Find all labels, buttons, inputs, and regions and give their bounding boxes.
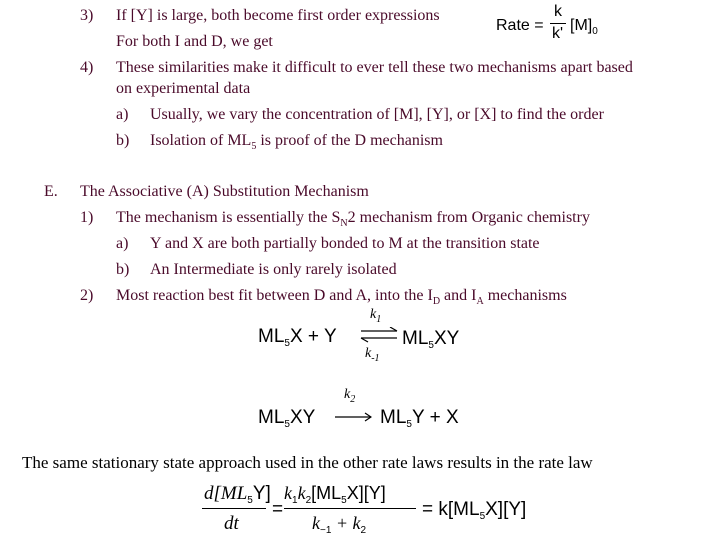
rate-equation [496, 4, 626, 50]
reaction1-k-minus1: $k_{-1}$ [365, 346, 380, 364]
reaction1-products: $ML_5XY$ [402, 328, 460, 351]
rate-equation-tail: $[M]_0$ [570, 17, 598, 37]
item-e1a-number: a) [116, 235, 129, 252]
rate-equation-denominator: k' [552, 25, 564, 42]
item-4a-number: a) [116, 106, 129, 123]
section-e-title: The Associative (A) Substitution Mechanism [80, 183, 369, 200]
item-e1a-text: Y and X are both partially bonded to M at the transition state [150, 235, 540, 252]
item-e2-text: Most reaction best fit between D and A, into the $I_D$ and $I_A$ mechanisms [116, 287, 567, 307]
rate-law-lhs-denominator: dt [224, 513, 239, 534]
item-3-text: If [Y] is large, both become first order expressions [116, 7, 440, 24]
rate-law-equals: = [272, 499, 284, 520]
rate-equation-fraction-bar [550, 23, 566, 24]
rate-law-statement: The same stationary state approach used in the other rate laws results in the rate law [22, 453, 593, 472]
reaction-equilibrium [258, 305, 478, 367]
item-4-text-line1: These similarities make it difficult to ever tell these two mechanisms apart based [116, 59, 633, 76]
item-e1-number: 1) [80, 209, 94, 226]
for-both-line: For both I and D, we get [116, 33, 273, 50]
item-3-number: 3) [80, 7, 94, 24]
reaction-rate-step [258, 386, 488, 430]
item-4-text-line2: on experimental data [116, 80, 251, 97]
rate-equation-lhs: Rate = [496, 17, 544, 34]
item-4b-number: b) [116, 132, 130, 149]
item-4b-text: Isolation of $ML_5$ is proof of the D mechanism [150, 132, 443, 152]
reaction2-reactant: $ML_5XY$ [258, 407, 316, 430]
reaction2-k2: $k_2$ [344, 387, 356, 405]
item-e1b-number: b) [116, 261, 130, 278]
rate-law-mid-numerator: $k_1k_2[ML_5X][Y]$ [284, 483, 386, 506]
lhs-fraction-bar [202, 508, 266, 509]
item-e2-number: 2) [80, 287, 94, 304]
reaction1-reactants: $ML_5X + Y$ [258, 326, 337, 349]
item-e1b-text: An Intermediate is only rarely isolated [150, 261, 397, 278]
item-4a-text: Usually, we vary the concentration of [M], [Y], or [X] to find the order [150, 106, 604, 123]
equilibrium-arrows-icon [360, 327, 398, 343]
forward-arrow-icon [334, 412, 372, 422]
reaction1-k1: $k_1$ [370, 307, 382, 325]
item-e1-text: The mechanism is essentially the $S_N2$ mechanism from Organic chemistry [116, 209, 590, 229]
rate-equation-numerator: k [554, 3, 562, 20]
mid-fraction-bar [284, 508, 416, 509]
rate-law-lhs-numerator: $d[ML_5Y]$ [204, 483, 271, 506]
section-e-number: E. [44, 183, 58, 200]
rate-law-equation [202, 480, 562, 538]
rate-law-rhs: = $k[ML_5X][Y]$ [422, 499, 527, 522]
item-4-number: 4) [80, 59, 94, 76]
rate-law-mid-denominator: $k_{-1} + k_2$ [312, 513, 367, 536]
reaction2-products: $ML_5Y + X$ [380, 407, 459, 430]
